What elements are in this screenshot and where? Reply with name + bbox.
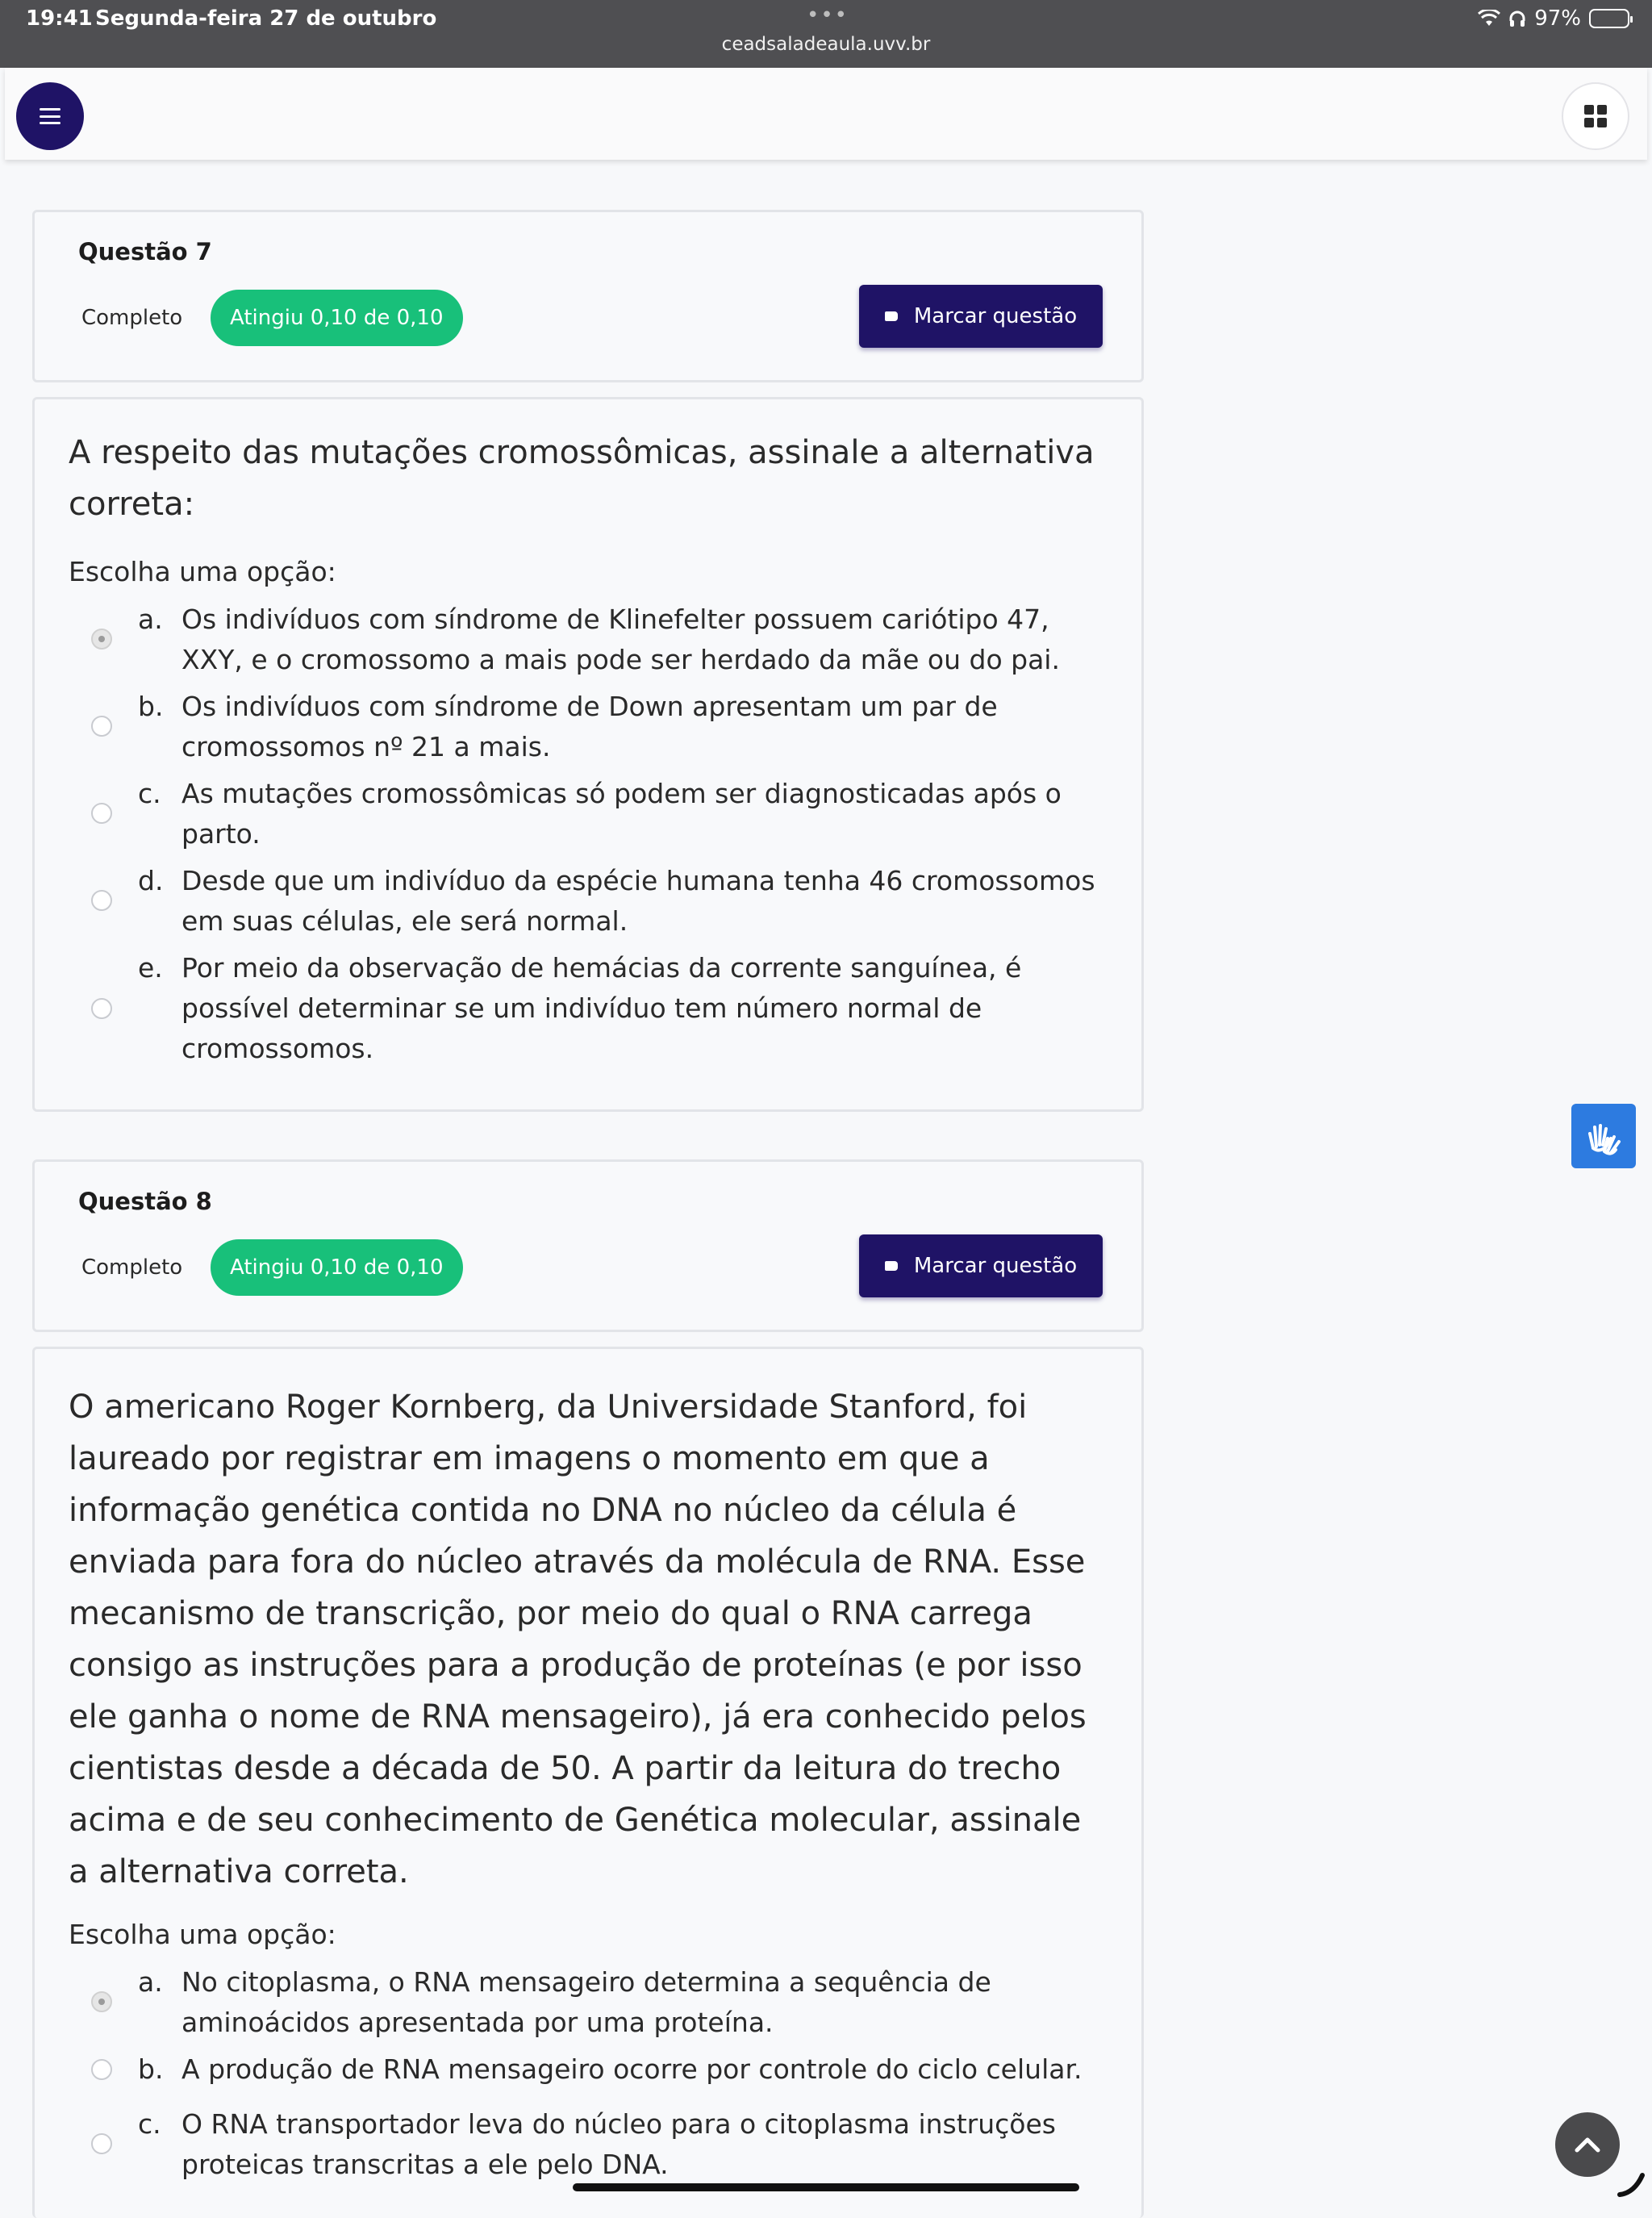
radio-button[interactable]: [91, 2059, 112, 2080]
menu-button[interactable]: [16, 82, 84, 150]
question-content-card: [32, 1347, 1144, 2218]
option-text: As mutações cromossômicas só podem ser diagnosticadas após o parto.: [181, 778, 1062, 850]
grade-badge: Atingiu 0,10 de 0,10: [211, 1239, 463, 1296]
question-info-card: [32, 1159, 1144, 1332]
dashboard-grid-button[interactable]: [1562, 82, 1629, 150]
option-letter: a.: [138, 604, 163, 635]
question-content-card: [32, 397, 1144, 1112]
scroll-to-top-button[interactable]: [1555, 2112, 1620, 2177]
option-letter: e.: [138, 952, 163, 984]
flag-icon: [885, 311, 898, 321]
option-text: A produção de RNA mensageiro ocorre por controle do ciclo celular.: [181, 2053, 1083, 2085]
option-letter: d.: [138, 865, 164, 896]
question-info-card: [32, 210, 1144, 382]
choose-option-label: Escolha uma opção:: [69, 556, 336, 587]
flag-question-button[interactable]: [859, 285, 1103, 348]
radio-button[interactable]: [91, 716, 112, 737]
status-date: Segunda-feira 27 de outubro: [95, 6, 437, 31]
choose-option-label: Escolha uma opção:: [69, 1919, 336, 1950]
top-navbar: [5, 68, 1647, 160]
headphones-icon: [1508, 10, 1526, 27]
option-letter: c.: [138, 2108, 161, 2140]
chevron-up-icon: [1574, 2136, 1601, 2153]
option-text: Desde que um indivíduo da espécie humana tenha 46 cromossomos em suas células, ele será normal.: [181, 865, 1095, 937]
radio-button[interactable]: [91, 890, 112, 911]
question-text: A respeito das mutações cromossômicas, assinale a alternativa correta:: [69, 434, 1095, 523]
radio-button[interactable]: [91, 803, 112, 824]
sign-language-hands-icon: [1583, 1116, 1624, 1156]
option-text: Os indivíduos com síndrome de Down apresentam um par de cromossomos nº 21 a mais.: [181, 691, 998, 762]
sign-language-accessibility-button[interactable]: [1571, 1104, 1636, 1168]
flag-question-button[interactable]: [859, 1234, 1103, 1297]
option-text: No citoplasma, o RNA mensageiro determina a sequência de aminoácidos apresentada por uma proteína.: [181, 1966, 991, 2038]
radio-button[interactable]: [91, 2133, 112, 2154]
grid-icon: [1584, 105, 1607, 127]
option-text: O RNA transportador leva do núcleo para o citoplasma instruções proteicas transcritas a ele pelo DNA.: [181, 2108, 1056, 2180]
home-indicator[interactable]: [573, 2183, 1079, 2191]
wifi-icon: [1478, 10, 1500, 27]
battery-percent: 97%: [1534, 6, 1581, 31]
flag-question-label: Marcar questão: [913, 304, 1078, 328]
option-letter: b.: [138, 691, 164, 722]
status-time: 19:41: [26, 6, 93, 31]
radio-button-selected[interactable]: [91, 1991, 112, 2012]
question-status: Completo: [81, 1255, 183, 1280]
flag-icon: [885, 1261, 898, 1271]
question-text: O americano Roger Kornberg, da Universidade Stanford, foi laureado por registrar em imagens o momento em que a informação genética contida no DNA no núcleo da célula é enviada para fora do núcleo através da molécula de RNA. Esse mecanismo de transcrição, por meio do qual o RNA carrega consigo as instruções para a produção de proteínas (e por isso ele ganha o nome de RNA mensageiro), já era conhecido pelos cientistas desde a década de 50. A partir da leitura do trecho acima e de seu conhecimento de Genética molecular, assinale a alternativa correta.: [69, 1389, 1087, 1890]
status-bar: [0, 0, 1652, 68]
status-indicators: [1478, 6, 1629, 31]
radio-button[interactable]: [91, 998, 112, 1019]
hamburger-icon: [40, 108, 60, 124]
option-letter: c.: [138, 778, 161, 809]
option-letter: a.: [138, 1966, 163, 1998]
flag-question-label: Marcar questão: [913, 1254, 1078, 1278]
option-text: Por meio da observação de hemácias da corrente sanguínea, é possível determinar se um indivíduo tem número normal de cromossomos.: [181, 952, 1022, 1064]
radio-button-selected[interactable]: [91, 629, 112, 650]
browser-url[interactable]: ceadsaladeaula.uvv.br: [721, 34, 931, 55]
grade-badge: Atingiu 0,10 de 0,10: [211, 290, 463, 346]
question-title: Questão 7: [78, 238, 212, 265]
battery-icon: [1589, 9, 1629, 28]
multitasking-dots-icon[interactable]: •••: [807, 3, 849, 27]
option-letter: b.: [138, 2053, 164, 2085]
question-status: Completo: [81, 306, 183, 330]
option-text: Os indivíduos com síndrome de Klinefelter possuem cariótipo 47, XXY, e o cromossomo a mais pode ser herdado da mãe ou do pai.: [181, 604, 1060, 675]
resize-corner-icon[interactable]: [1617, 2169, 1646, 2198]
question-title: Questão 8: [78, 1188, 212, 1215]
